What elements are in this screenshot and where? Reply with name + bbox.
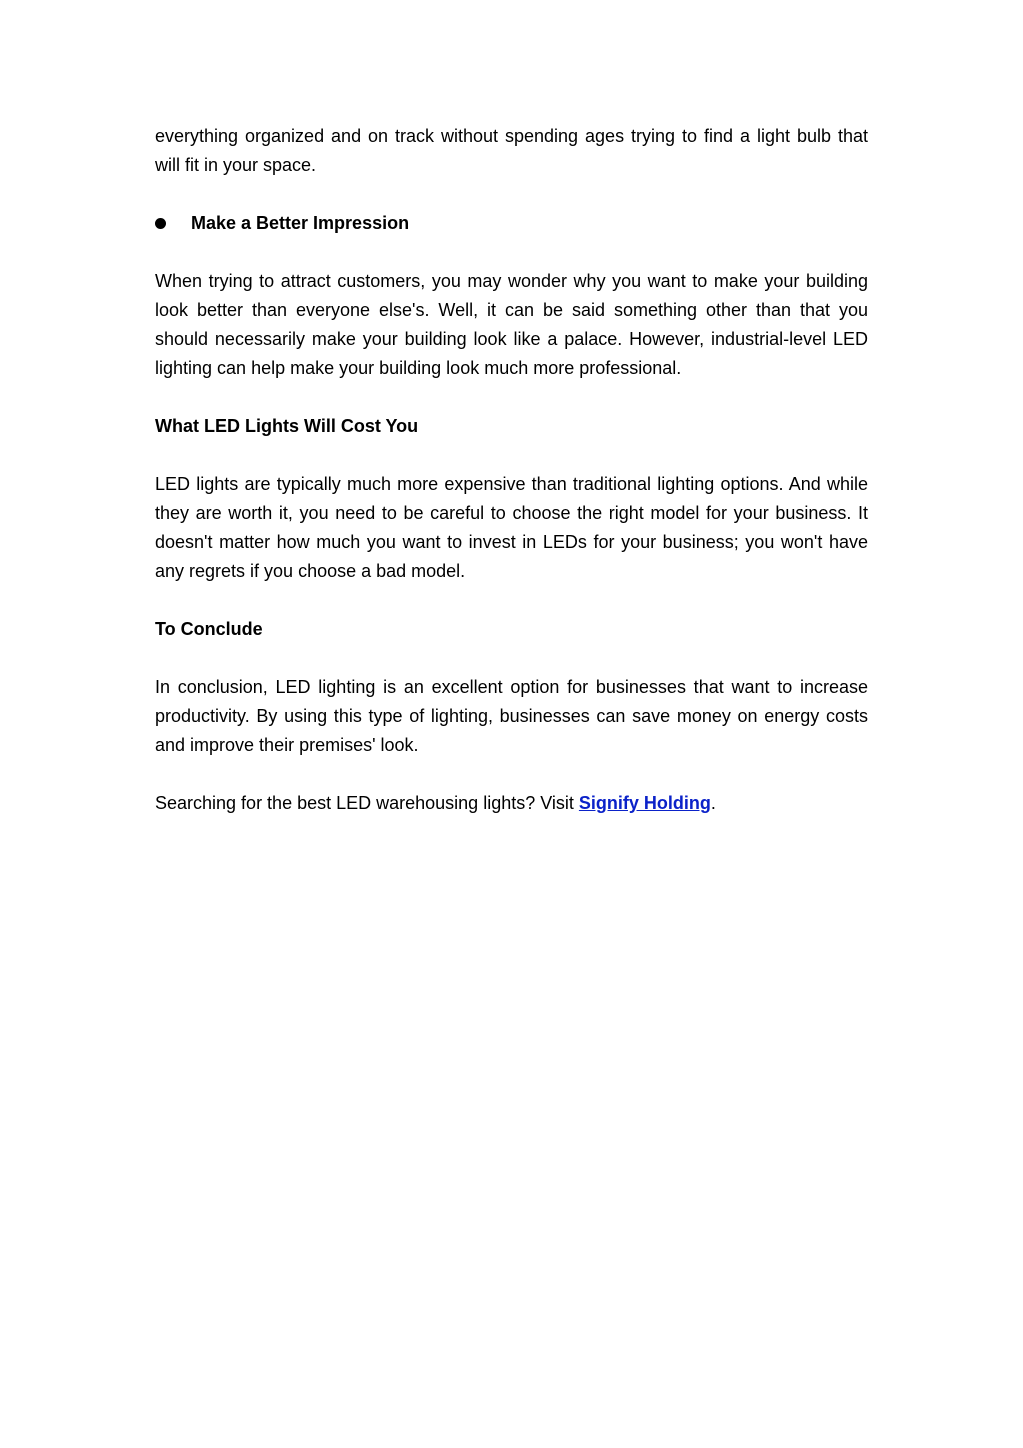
- cta-text: Searching for the best LED warehousing lights? Visit: [155, 793, 579, 813]
- signify-holding-link[interactable]: Signify Holding: [578, 793, 711, 813]
- conclude-heading: To Conclude: [155, 619, 263, 639]
- cta-trailing: .: [710, 793, 716, 813]
- cost-paragraph: LED lights are typically much more expensive than traditional lighting options. And while they are worth it, you need to be careful to choose the right model for your business. It doesn't matter how much you want to invest in LEDs for your business; you won't have any regrets if you choose a bad model.: [155, 474, 868, 581]
- document-page: [155, 122, 868, 847]
- cta-paragraph: [155, 789, 868, 818]
- conclusion-paragraph: In conclusion, LED lighting is an excellent option for businesses that want to increase productivity. By using this type of lighting, businesses can save money on energy costs and improve their premises' look.: [155, 677, 868, 755]
- bullet-item-make-better-impression: [155, 209, 868, 238]
- bullet-dot-icon: [155, 218, 166, 229]
- cost-heading: What LED Lights Will Cost You: [155, 416, 419, 436]
- intro-continued-paragraph: everything organized and on track without spending ages trying to find a light bulb that will fit in your space.: [155, 126, 868, 175]
- impression-paragraph: When trying to attract customers, you may wonder why you want to make your building look better than everyone else's. Well, it can be said something other than that you should necessarily make your building look like a palace. However, industrial-level LED lighting can help make your building look much more professional.: [155, 271, 868, 378]
- bullet-heading: Make a Better Impression: [191, 213, 410, 233]
